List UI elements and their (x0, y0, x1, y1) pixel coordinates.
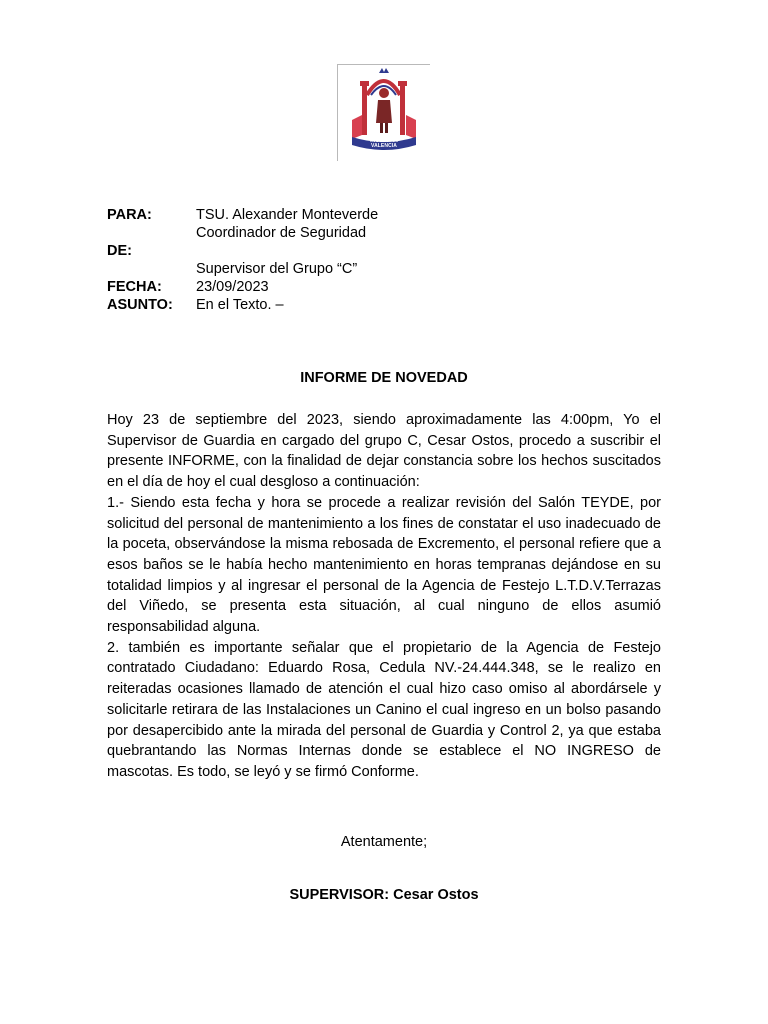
company-logo (337, 64, 430, 161)
de-sender: Supervisor del Grupo “C” (196, 261, 358, 277)
logo-text: INGLESPIN VALENCIA (370, 138, 398, 149)
intro-paragraph: Hoy 23 de septiembre del 2023, siendo aproximadamente las 4:00pm, Yo el Supervisor de Guardia en cargado del grupo C, Cesar Ostos, procedo a suscribir el presente INFORME, con la finalidad de dejar constancia sobre los hechos suscitados en el día de hoy el cual desgloso a continuación: (107, 412, 661, 491)
para-recipient-name: TSU. Alexander Monteverde (196, 207, 379, 223)
de-label: DE: (107, 243, 132, 259)
asunto-value: En el Texto. – (196, 297, 284, 313)
document-title: INFORME DE NOVEDAD (300, 370, 468, 386)
signature-line: SUPERVISOR: Cesar Ostos (289, 887, 479, 903)
point-2-paragraph: 2. también es importante señalar que el propietario de la Agencia de Festejo contratado Ciudadano: Eduardo Rosa, Cedula NV.-24.444.348, se le realizo en reiteradas ocasiones llamado de atención el cual hizo caso omiso al abordársele y solicitarle retirara de las Instalaciones un Canino el cual ingreso en un bolso pasando por desapercibido ante la mirada del personal de Guardia y Control 2, ya que estaba quebrantando las Normas Internas donde se establece el NO INGRESO de mascotas. Es todo, se leyó y se firmó Conforme. (107, 639, 661, 780)
asunto-label: ASUNTO: (107, 297, 173, 313)
closing-salutation: Atentamente; (340, 834, 428, 850)
fecha-label: FECHA: (107, 279, 162, 295)
fecha-value: 23/09/2023 (196, 279, 269, 295)
point-1-paragraph: 1.- Siendo esta fecha y hora se procede a realizar revisión del Salón TEYDE, por solicitud del personal de mantenimiento a los fines de constatar el uso inadecuado de la poceta, observándose la misma rebosada de Excremento, el personal refiere que a esos baños se le había hecho mantenimiento en horas tempranas dejándose en su totalidad limpios y al ingresar el personal de la Agencia de Festejo L.T.D.V.Terrazas del Viñedo, se presenta esta situación, al cual ninguno de ellos asumió responsabilidad alguna. (107, 494, 661, 636)
para-label: PARA: (107, 207, 152, 223)
report-body (107, 410, 661, 783)
para-recipient-role: Coordinador de Seguridad (196, 225, 367, 241)
